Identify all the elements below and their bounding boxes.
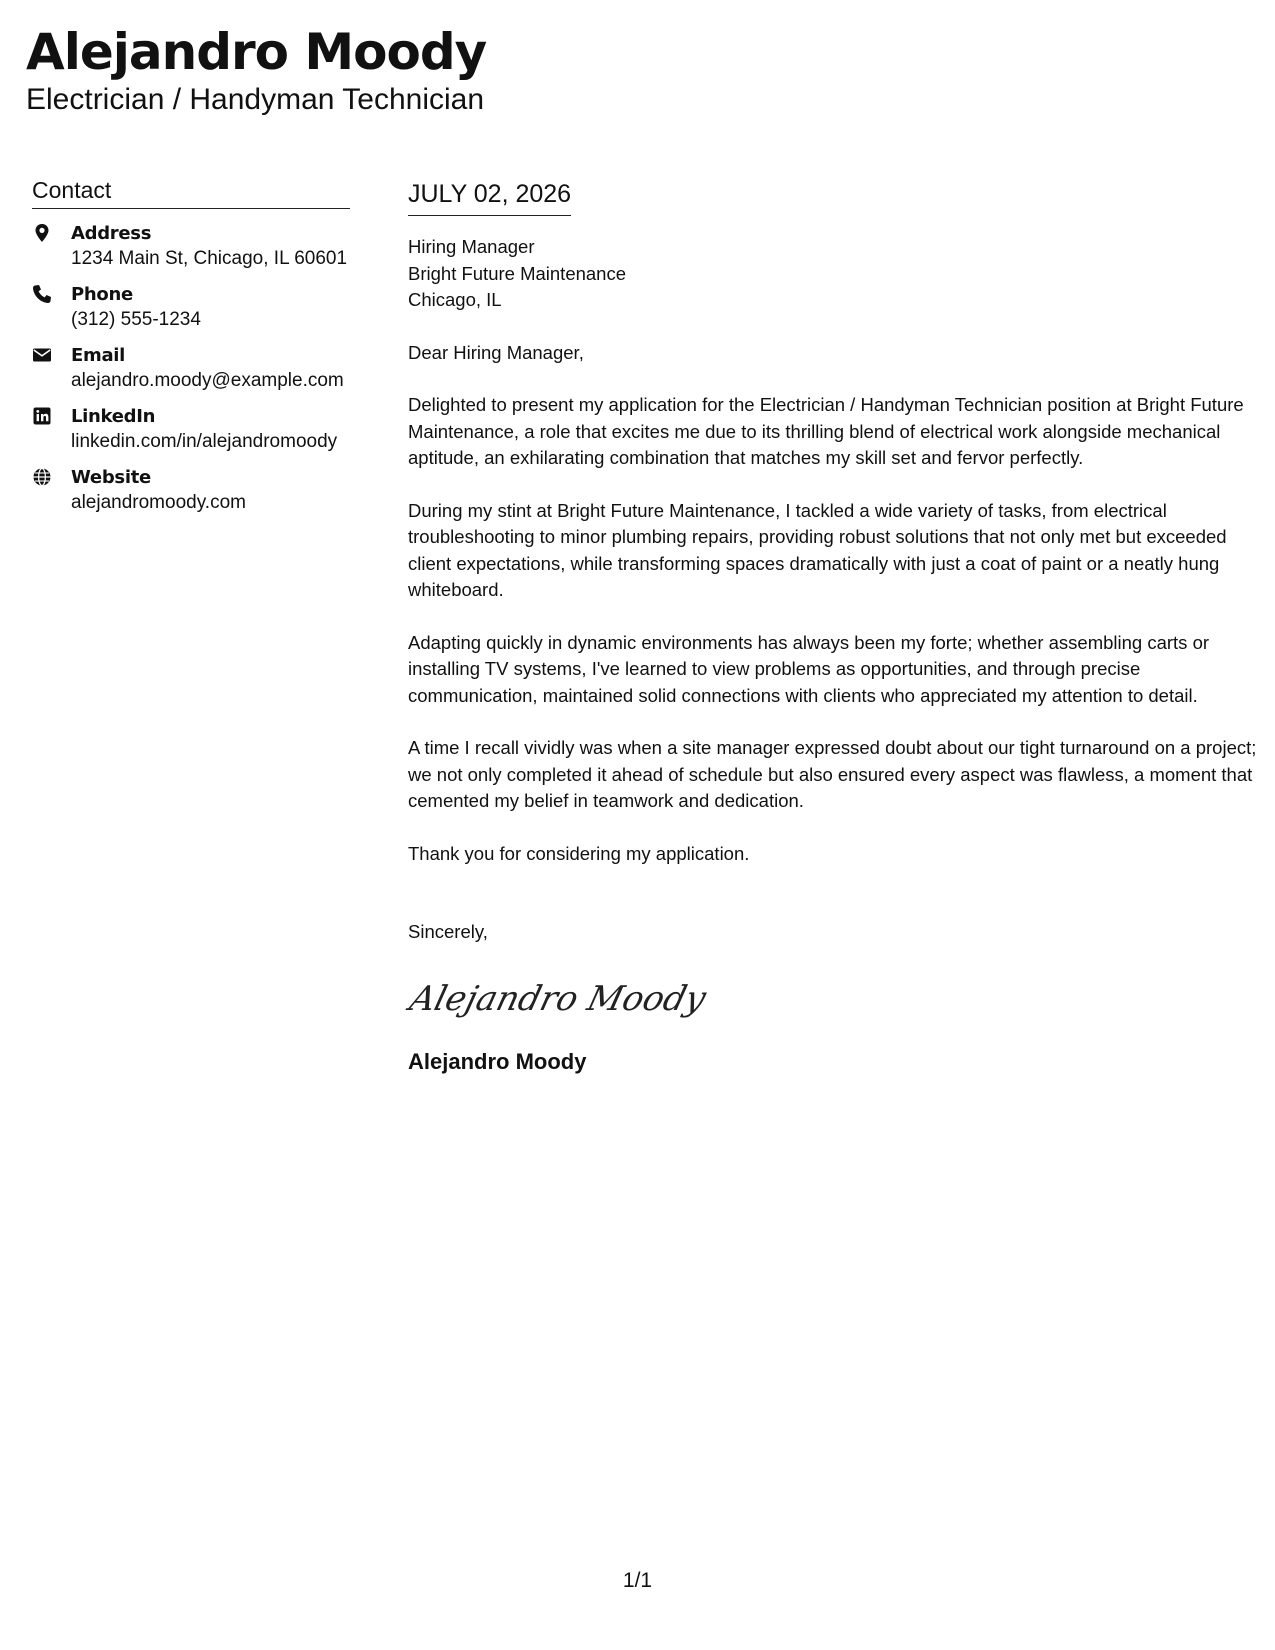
letter-paragraph: Thank you for considering my application. bbox=[408, 842, 750, 864]
letter-greeting: Dear Hiring Manager, bbox=[408, 341, 584, 363]
resume-header bbox=[26, 22, 486, 118]
email-label: Email bbox=[71, 345, 126, 366]
contact-heading: Contact bbox=[32, 176, 350, 209]
map-pin-icon bbox=[32, 223, 52, 243]
contact-sidebar bbox=[32, 176, 350, 526]
contact-item-email bbox=[32, 343, 350, 393]
letter-date: JULY 02, 2026 bbox=[408, 178, 571, 216]
letter-paragraph: Adapting quickly in dynamic environments has always been my forte; whether assembling carts or installing TV systems, I've learned to view problems as opportunities, and through precise communication, maintained solid connections with clients who appreciated my attention to detail. bbox=[408, 631, 1210, 706]
letter-body bbox=[405, 178, 1258, 1076]
website-value: alejandromoody.com bbox=[71, 492, 246, 513]
job-title: Electrician / Handyman Technician bbox=[26, 83, 485, 116]
contact-item-linkedin bbox=[32, 404, 350, 454]
recipient-line: Chicago, IL bbox=[408, 289, 502, 310]
phone-label: Phone bbox=[71, 284, 133, 305]
page-number: 1/1 bbox=[622, 1569, 653, 1592]
recipient-line: Hiring Manager bbox=[408, 236, 535, 257]
signature-text: Alejandro Moody bbox=[405, 978, 710, 1019]
signed-name: Alejandro Moody bbox=[408, 1048, 587, 1074]
linkedin-value: linkedin.com/in/alejandromoody bbox=[71, 431, 338, 452]
letter-closing: Sincerely, bbox=[408, 921, 488, 942]
signature-image bbox=[405, 970, 710, 1026]
recipient-line: Bright Future Maintenance bbox=[408, 262, 627, 284]
address-label: Address bbox=[71, 223, 152, 244]
address-value: 1234 Main St, Chicago, IL 60601 bbox=[71, 248, 348, 269]
email-value: alejandro.moody@example.com bbox=[71, 370, 344, 391]
contact-item-phone bbox=[32, 282, 350, 332]
letter-paragraph: Delighted to present my application for the Electrician / Handyman Technician position at Bright Future Maintenance, a role that excites me due to its thrilling blend of electrical work alongside mechanical aptitude, an exhilarating combination that matches my skill set and fervor perfectly. bbox=[408, 394, 1244, 468]
globe-icon bbox=[32, 467, 52, 487]
applicant-name: Alejandro Moody bbox=[26, 23, 487, 81]
contact-item-address bbox=[32, 221, 350, 271]
phone-value: (312) 555-1234 bbox=[71, 309, 201, 330]
linkedin-icon bbox=[32, 406, 52, 426]
letter-paragraph: A time I recall vividly was when a site manager expressed doubt about our tight turnaround on a project; we not only completed it ahead of schedule but also ensured every aspect was flawless, a moment that cemented my belief in teamwork and dedication. bbox=[408, 737, 1257, 811]
linkedin-label: LinkedIn bbox=[71, 406, 156, 427]
contact-item-website bbox=[32, 465, 350, 515]
recipient-block bbox=[408, 234, 1258, 314]
phone-icon bbox=[32, 284, 52, 304]
letter-paragraph: During my stint at Bright Future Maintenance, I tackled a wide variety of tasks, from electrical troubleshooting to minor plumbing repairs, providing robust solutions that not only met but exceeded client expectations, while transforming spaces dramatically with just a coat of paint or a neatly hung whiteboard. bbox=[408, 499, 1227, 600]
website-label: Website bbox=[71, 467, 151, 488]
envelope-icon bbox=[32, 345, 52, 365]
